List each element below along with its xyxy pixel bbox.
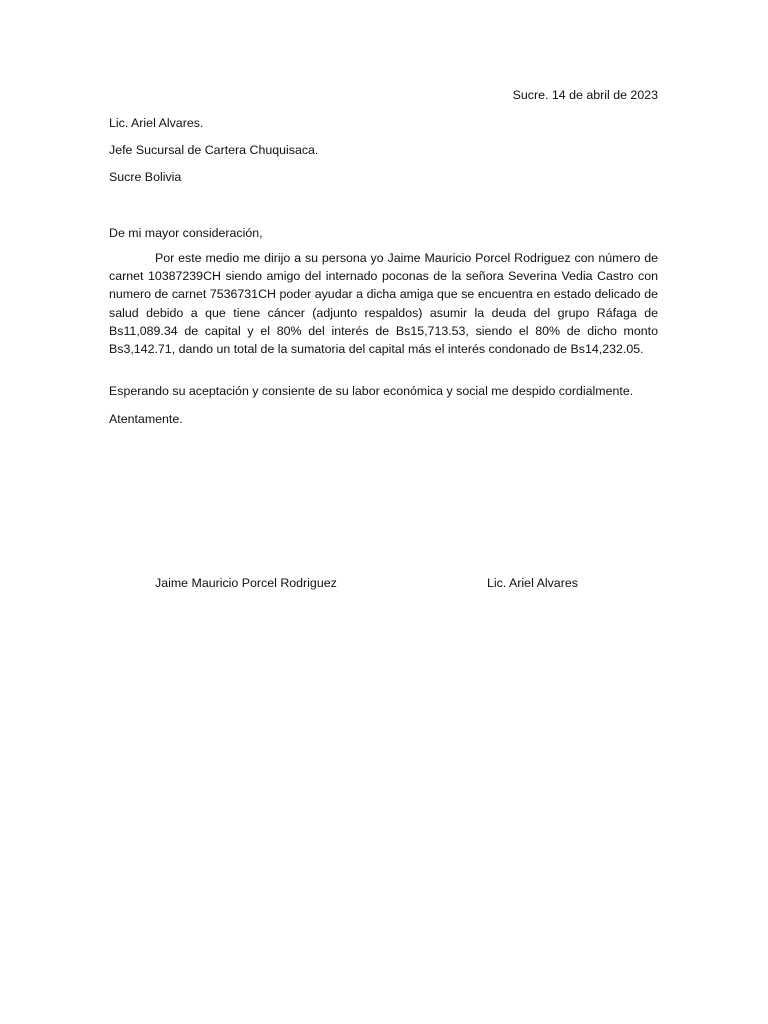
salutation: De mi mayor consideración, <box>109 226 263 240</box>
farewell: Atentamente. <box>109 412 183 426</box>
letter-date: Sucre. 14 de abril de 2023 <box>512 88 658 102</box>
body-paragraph: Por este medio me dirijo a su persona yo Jaime Mauricio Porcel Rodriguez con número de carnet 10387239CH siendo amigo del internado poconas de la señora Severina Vedia Castro con numero de carnet 7536731CH poder ayudar a dicha amiga que se encuentra en estado delicado de salud debido a que tiene cáncer (adjunto respaldos) asumir la deuda del grupo Ráfaga de Bs11,089.34 de capital y el 80% del interés de Bs15,713.53, siendo el 80% de dicho monto Bs3,142.71, dando un total de la sumatoria del capital más el interés condonado de Bs14,232.05. <box>109 251 658 357</box>
sender-signature-name: Jaime Mauricio Porcel Rodriguez <box>155 576 337 590</box>
recipient-signature-name: Lic. Ariel Alvares <box>487 576 578 590</box>
closing-paragraph: Esperando su aceptación y consiente de su labor económica y social me despido cordialmente. <box>109 384 634 398</box>
recipient-location: Sucre Bolivia <box>109 170 182 184</box>
recipient-position: Jefe Sucursal de Cartera Chuquisaca. <box>109 143 319 157</box>
recipient-name: Lic. Ariel Alvares. <box>109 116 204 130</box>
